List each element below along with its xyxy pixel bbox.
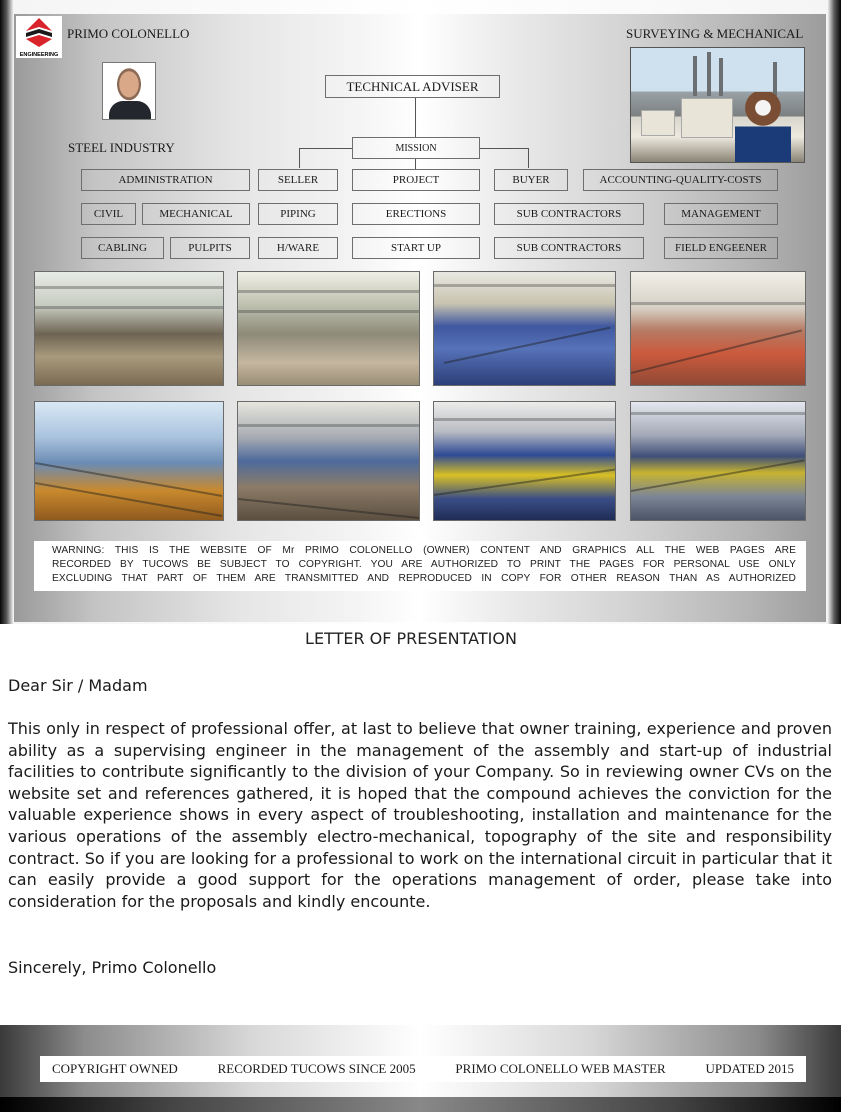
- chimney: [693, 56, 697, 96]
- footer-copyright: COPYRIGHT OWNED: [52, 1061, 178, 1076]
- owner-name: PRIMO COLONELLO: [67, 26, 190, 41]
- steel-plant-photo[interactable]: [237, 271, 420, 386]
- org-mechanical[interactable]: MECHANICAL: [142, 203, 250, 225]
- owner-portrait[interactable]: [102, 62, 156, 120]
- footer-bottom-strip: [0, 1097, 841, 1112]
- steel-plant-photo[interactable]: [630, 401, 806, 521]
- org-sub-contractors[interactable]: SUB CONTRACTORS: [494, 203, 644, 225]
- warning-line: EXCLUDING THAT PART OF THEM ARE TRANSMITTED AND REPRODUCED IN COPY FOR OTHER REASON THAN AS AUTHORIZED: [52, 573, 796, 584]
- site-photo[interactable]: [630, 47, 805, 163]
- letter-body: This only in respect of professional offer, at last to believe that owner training, experience and proven ability as a supervising engineer in the management of the assembly and start-up of industrial facilities to contribute significantly to the division of your Company. So in reviewing owner CVs on the website set and references gathered, it is hoped that the compound achieves the conviction for the valuable experience shows in every aspect of troubleshooting, installation and maintenance for the various operations of the assembly electro-mechanical, topography of the site and responsibility contract. So if you are looking for a professional to work on the international circuit in particular that it can easily provide a good support for the operations management of order, please take into consideration for the proposals and kindly encounte.: [8, 719, 832, 911]
- footer-webmaster: PRIMO COLONELLO WEB MASTER: [455, 1061, 666, 1076]
- logo-text: ENGINEERING: [19, 52, 59, 58]
- org-buyer[interactable]: BUYER: [494, 169, 568, 191]
- org-connector: [528, 148, 529, 168]
- org-administration[interactable]: ADMINISTRATION: [81, 169, 250, 191]
- warning-line: RECORDED BY TUCOWS BE SUBJECT TO COPYRIGHT. YOU ARE AUTHORIZED TO PRINT THE PAGES FOR PERSONAL USE ONLY: [52, 559, 796, 570]
- steel-plant-photo[interactable]: [433, 401, 616, 521]
- org-seller[interactable]: SELLER: [258, 169, 338, 191]
- warning-line: WARNING: THIS IS THE WEBSITE OF Mr PRIMO COLONELLO (OWNER) CONTENT AND GRAPHICS ALL THE WEB PAGES ARE: [52, 545, 796, 556]
- org-mission[interactable]: MISSION: [352, 137, 480, 159]
- org-sub-contractors-2[interactable]: SUB CONTRACTORS: [494, 237, 644, 259]
- letter-greeting: Dear Sir / Madam: [8, 676, 148, 695]
- chimney: [707, 52, 711, 96]
- footer-bar: [40, 1056, 806, 1082]
- copyright-warning: [34, 541, 806, 591]
- company-logo[interactable]: [16, 16, 62, 58]
- org-connector: [480, 148, 529, 149]
- org-technical-adviser[interactable]: TECHNICAL ADVISER: [325, 75, 500, 98]
- org-project[interactable]: PROJECT: [352, 169, 480, 191]
- org-pulpits[interactable]: PULPITS: [170, 237, 250, 259]
- section-label: STEEL INDUSTRY: [68, 140, 175, 155]
- org-field-engineer[interactable]: FIELD ENGEENER: [664, 237, 778, 259]
- portrait-shirt: [109, 101, 151, 119]
- plant-building: [681, 98, 733, 138]
- org-connector: [415, 159, 416, 169]
- org-piping[interactable]: PIPING: [258, 203, 338, 225]
- header-specialty: SURVEYING & MECHANICAL: [626, 26, 804, 41]
- org-accounting[interactable]: ACCOUNTING-QUALITY-COSTS: [583, 169, 778, 191]
- org-erections[interactable]: ERECTIONS: [352, 203, 480, 225]
- steel-plant-photo[interactable]: [433, 271, 616, 386]
- engineering-logo-icon: [24, 17, 54, 49]
- steel-plant-photo[interactable]: [34, 401, 224, 521]
- footer-recorded: RECORDED TUCOWS SINCE 2005: [217, 1061, 416, 1076]
- letter-signoff: Sincerely, Primo Colonello: [8, 958, 217, 977]
- org-management[interactable]: MANAGEMENT: [664, 203, 778, 225]
- org-cabling[interactable]: CABLING: [81, 237, 164, 259]
- org-connector: [415, 98, 416, 137]
- org-civil[interactable]: CIVIL: [81, 203, 136, 225]
- steel-plant-photo[interactable]: [34, 271, 224, 386]
- footer-updated: UPDATED 2015: [705, 1061, 794, 1076]
- steel-plant-photo[interactable]: [630, 271, 806, 386]
- org-connector: [299, 148, 300, 168]
- worker-figure: [735, 92, 791, 163]
- steel-plant-photo[interactable]: [237, 401, 420, 521]
- chimney: [719, 58, 723, 96]
- org-hardware[interactable]: H/WARE: [258, 237, 338, 259]
- plant-building: [641, 110, 675, 136]
- letter-title: LETTER OF PRESENTATION: [305, 629, 517, 648]
- org-connector: [299, 148, 352, 149]
- org-start-up[interactable]: START UP: [352, 237, 480, 259]
- chimney: [773, 62, 777, 96]
